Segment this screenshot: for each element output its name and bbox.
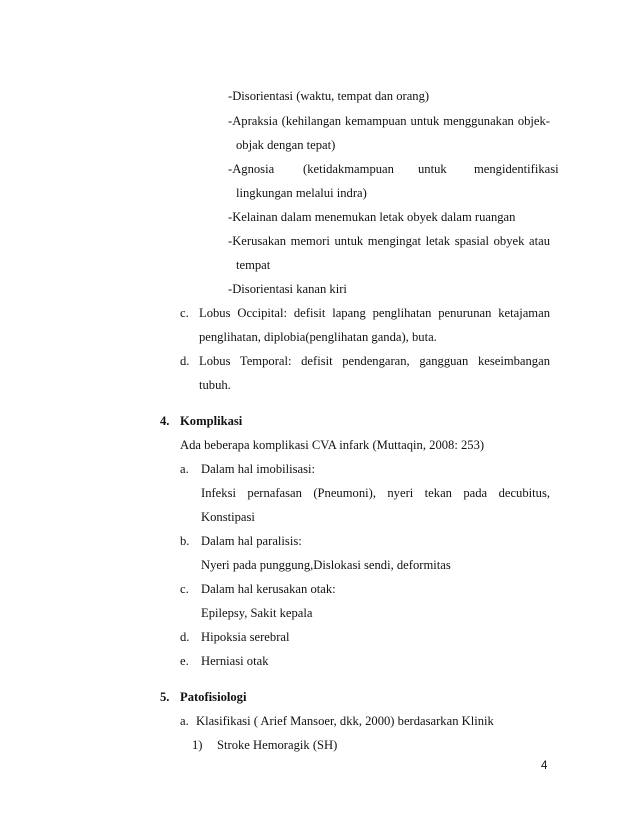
section4-b-detail: Nyeri pada punggung,Dislokasi sendi, deformitas [201, 558, 451, 572]
section4-intro: Ada beberapa komplikasi CVA infark (Muttaqin, 2008: 253) [180, 438, 485, 452]
lobus-temporal-line1: Lobus Temporal: defisit pendengaran, gangguan keseimbangan [199, 354, 550, 368]
section4-a-label: Dalam hal imobilisasi: [201, 462, 316, 476]
section4-number: 4. [160, 414, 170, 428]
section4-e-marker: e. [180, 654, 189, 668]
section4-b-label: Dalam hal paralisis: [201, 534, 302, 548]
item-disorientasi-kanan-kiri: -Disorientasi kanan kiri [228, 282, 347, 296]
item-kerusakan-memori: -Kerusakan memori untuk mengingat letak spasial obyek atau [228, 234, 550, 248]
lobus-occipital-line1: Lobus Occipital: defisit lapang penglihatan penurunan ketajaman [199, 306, 550, 320]
lobus-d-marker: d. [180, 354, 190, 368]
lobus-occipital-line2: penglihatan, diplobia(penglihatan ganda), buta. [199, 330, 437, 344]
item-apraksia: -Apraksia (kehilangan kemampuan untuk menggunakan objek- [228, 114, 550, 128]
item-agnosia-word3: untuk [418, 162, 447, 176]
section4-d-label: Hipoksia serebral [201, 630, 290, 644]
section5-sub-label: Stroke Hemoragik (SH) [217, 738, 338, 752]
section4-a-marker: a. [180, 462, 189, 476]
section4-c-detail: Epilepsy, Sakit kepala [201, 606, 313, 620]
item-disorientasi: -Disorientasi (waktu, tempat dan orang) [228, 89, 430, 103]
item-agnosia-word4: mengidentifikasi [474, 162, 559, 176]
lobus-c-marker: c. [180, 306, 189, 320]
item-apraksia-cont: objak dengan tepat) [236, 138, 336, 152]
section5-a-label: Klasifikasi ( Arief Mansoer, dkk, 2000) berdasarkan Klinik [196, 714, 494, 728]
item-kelainan: -Kelainan dalam menemukan letak obyek dalam ruangan [228, 210, 516, 224]
page-number: 4 [541, 760, 548, 772]
section4-b-marker: b. [180, 534, 190, 548]
item-kerusakan-cont: tempat [236, 258, 271, 272]
section4-c-marker: c. [180, 582, 189, 596]
section5-sub-marker: 1) [192, 738, 203, 752]
section4-d-marker: d. [180, 630, 190, 644]
section5-a-marker: a. [180, 714, 189, 728]
lobus-temporal-line2: tubuh. [199, 378, 231, 392]
section4-a-detail2: Konstipasi [201, 510, 255, 524]
section5-number: 5. [160, 690, 170, 704]
section4-e-label: Herniasi otak [201, 654, 269, 668]
section4-a-detail1: Infeksi pernafasan (Pneumoni), nyeri tekan pada decubitus, [201, 486, 550, 500]
section4-title: Komplikasi [180, 414, 243, 428]
section4-c-label: Dalam hal kerusakan otak: [201, 582, 336, 596]
section5-title: Patofisiologi [180, 690, 247, 704]
item-agnosia: -Agnosia [228, 162, 275, 176]
item-agnosia-word2: (ketidakmampuan [303, 162, 394, 176]
item-agnosia-cont: lingkungan melalui indra) [236, 186, 367, 200]
